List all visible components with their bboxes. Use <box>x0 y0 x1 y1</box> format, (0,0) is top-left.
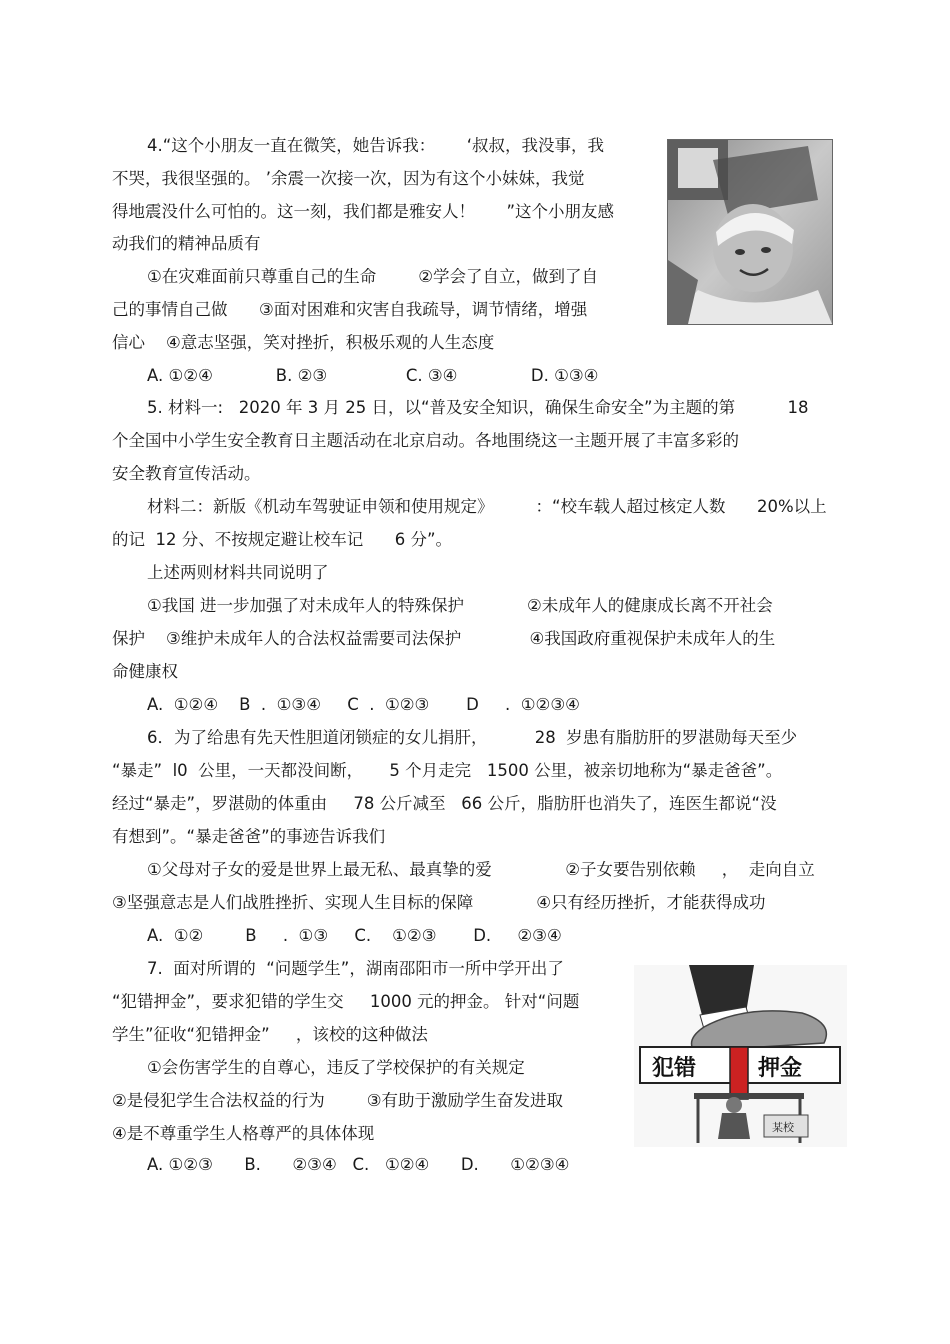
q5-statement-3: 命健康权 <box>112 662 178 681</box>
q4-options: A. ①②④ B. ②③ C. ③④ D. ①③④ <box>147 366 599 385</box>
girl-photo-illustration <box>668 140 832 324</box>
q6-options: A. ①② B . ①③ C. ①②③ D. ②③④ <box>147 926 562 945</box>
q5-line-1: 5. 材料一: 2020 年 3 月 25 日，以“普及安全知识，确保生命安全”为主题的第 18 <box>147 398 809 417</box>
q7-statement-2: ②是侵犯学生合法权益的行为 ③有助于激励学生奋发进取 <box>112 1091 564 1110</box>
q4-statement-2: 己的事情自己做 ③面对困难和灾害自我疏导，调节情绪，增强 <box>112 300 588 319</box>
q5-statement-1: ①我国 进一步加强了对未成年人的特殊保护 ②未成年人的健康成长离不开社会 <box>147 596 773 615</box>
q5-line-2: 个全国中小学生安全教育日主题活动在北京启动。各地围绕这一主题开展了丰富多彩的 <box>112 431 739 450</box>
q5-line-3: 安全教育宣传活动。 <box>112 464 261 483</box>
q6-statement-2: ③坚强意志是人们战胜挫折、实现人生目标的保障 ④只有经历挫折，才能获得成功 <box>112 893 766 912</box>
q4-line-2: 不哭，我很坚强的。 ’余震一次接一次，因为有这个小妹妹，我觉 <box>112 169 585 188</box>
deposit-cartoon <box>634 965 847 1147</box>
q4-statement-3: 信心 ④意志坚强，笑对挫折，积极乐观的人生态度 <box>112 333 495 352</box>
cartoon-sign-right: 押金 <box>758 1056 803 1081</box>
q6-line-2: “暴走” l0 公里，一天都没间断， 5 个月走完 1500 公里，被亲切地称为“暴走爸爸”。 <box>112 761 783 780</box>
q6-statement-1: ①父母对子女的爱是世界上最无私、最真挚的爱 ②子女要告别依赖 ， 走向自立 <box>147 860 815 879</box>
smiling-girl-photo <box>667 139 833 325</box>
q5-options: A. ①②④ B . ①③④ C . ①②③ D . ①②③④ <box>147 695 580 714</box>
q4-statement-1: ①在灾难面前只尊重自己的生命 ②学会了自立，做到了自 <box>147 267 599 286</box>
q7-statement-3: ④是不尊重学生人格尊严的具体体现 <box>112 1124 375 1143</box>
cartoon-sign-left: 犯错 <box>652 1056 697 1081</box>
q4-line-4: 动我们的精神品质有 <box>112 234 261 253</box>
q4-line-1: 4.“这个小朋友一直在微笑，她告诉我： ‘叔叔，我没事，我 <box>147 136 605 155</box>
q6-line-3: 经过“暴走”，罗湛勋的体重由 78 公斤减至 66 公斤，脂肪肝也消失了，连医生都说“没 <box>112 794 777 813</box>
q4-line-3: 得地震没什么可怕的。这一刻，我们都是雅安人！ ”这个小朋友感 <box>112 202 615 221</box>
q5-prompt: 上述两则材料共同说明了 <box>147 563 329 582</box>
q6-line-4: 有想到”。“暴走爸爸”的事迹告诉我们 <box>112 827 386 846</box>
q5-material-2-line-1: 材料二：新版《机动车驾驶证申领和使用规定》 ：“校车载人超过核定人数 20%以上 <box>147 497 827 516</box>
cartoon-illustration <box>634 965 847 1147</box>
q7-options: A. ①②③ B. ②③④ C. ①②④ D. ①②③④ <box>147 1155 570 1174</box>
q7-line-2: “犯错押金”，要求犯错的学生交 1000 元的押金。 针对“问题 <box>112 992 580 1011</box>
q5-statement-2: 保护 ③维护未成年人的合法权益需要司法保护 ④我国政府重视保护未成年人的生 <box>112 629 776 648</box>
q7-line-1: 7. 面对所谓的 “问题学生”，湖南邵阳市一所中学开出了 <box>147 959 564 978</box>
cartoon-school-tag: 某校 <box>772 1121 794 1134</box>
q6-line-1: 6．为了给患有先天性胆道闭锁症的女儿捐肝， 28 岁患有脂肪肝的罗湛勋每天至少 <box>147 728 798 747</box>
q5-material-2-line-2: 的记 12 分、不按规定避让校车记 6 分”。 <box>112 530 452 549</box>
q7-statement-1: ①会伤害学生的自尊心，违反了学校保护的有关规定 <box>147 1058 525 1077</box>
q7-line-3: 学生”征收“犯错押金” ，该校的这种做法 <box>112 1025 428 1044</box>
